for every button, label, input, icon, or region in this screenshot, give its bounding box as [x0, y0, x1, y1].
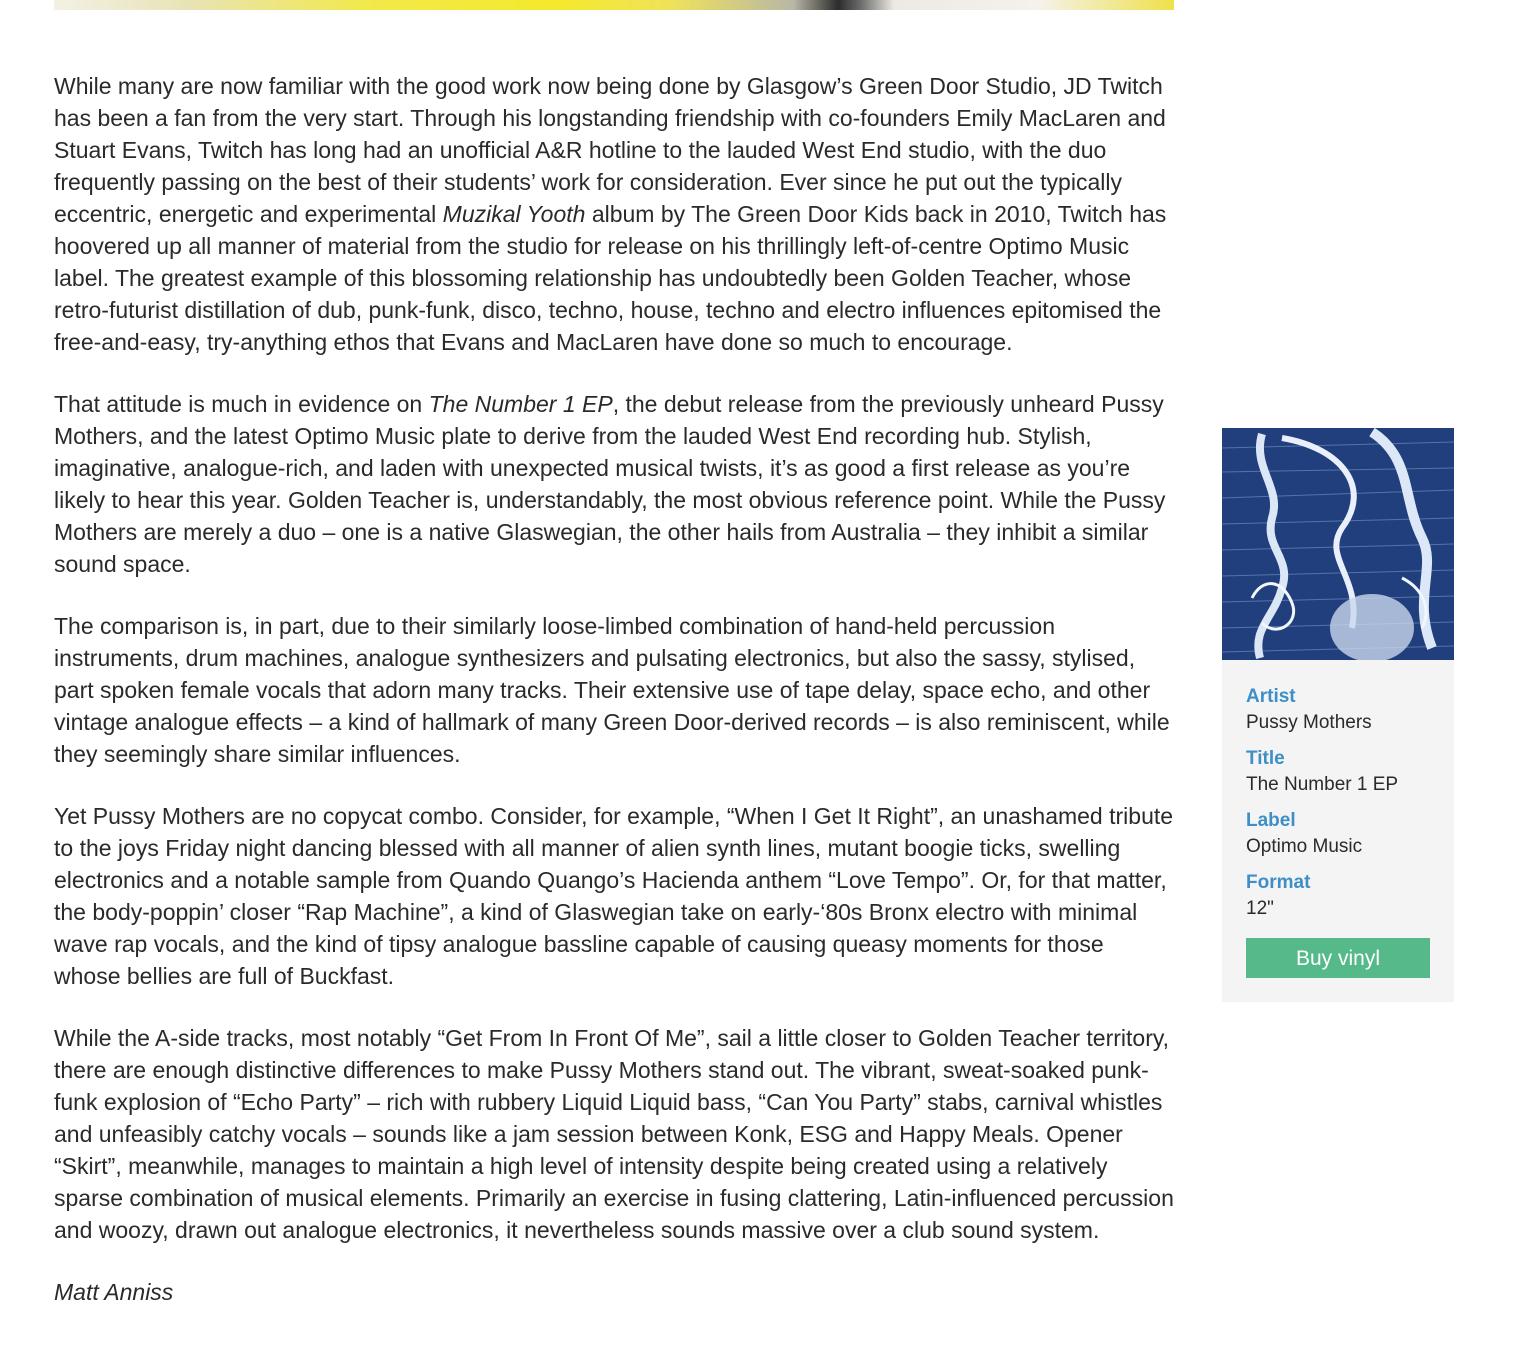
title-value: The Number 1 EP	[1246, 774, 1399, 795]
album-cover-image[interactable]	[1222, 428, 1454, 660]
title-label: Title	[1246, 748, 1285, 769]
release-meta	[1222, 660, 1454, 1002]
format-label: Format	[1246, 872, 1311, 893]
format-value: 12"	[1246, 898, 1274, 919]
album-title-muzikal-yooth: Muzikal Yooth	[442, 201, 586, 227]
record-label-value: Optimo Music	[1246, 836, 1363, 857]
artist-value: Pussy Mothers	[1246, 712, 1372, 733]
hero-image-strip	[54, 0, 1174, 10]
artist-label: Artist	[1246, 686, 1296, 707]
paragraph-1: While many are now familiar with the good work now being done by Glasgow’s Green Door Studio, JD Twitch has been a fan from the very start. Through his longstanding friendship with co-founders Emily MacLaren and Stuart Evans, Twitch has long had an unofficial A&R hotline to the lauded West End studio, with the duo frequently passing on the best of their students’ work for consideration. Ever since he put out the typically eccentric, energetic and experimental Muzikal Yooth album by The Green Door Kids back in 2010, Twitch has hoovered up all manner of material from the studio for release on his thrillingly left-of-centre Optimo Music label. The greatest example of this blossoming relationship has undoubtedly been Golden Teacher, whose retro-futurist distillation of dub, punk-funk, disco, techno, house, techno and electro influences epitomised the free-and-easy, try-anything ethos that Evans and MacLaren have done so much to encourage.	[54, 73, 1167, 355]
buy-vinyl-button[interactable]: Buy vinyl	[1246, 938, 1430, 978]
release-title-italic: The Number 1 EP	[428, 391, 613, 417]
paragraph-4: Yet Pussy Mothers are no copycat combo. Consider, for example, “When I Get It Right”, an unashamed tribute to the joys Friday night dancing blessed with all manner of alien synth lines, mutant boogie ticks, swelling electronics and a notable sample from Quando Quango’s Hacienda anthem “Love Tempo”. Or, for that matter, the body-poppin’ closer “Rap Machine”, a kind of Glaswegian take on early-‘80s Bronx electro with minimal wave rap vocals, and the kind of tipsy analogue bassline capable of causing queasy moments for those whose bellies are full of Buckfast.	[54, 803, 1174, 989]
record-label-label: Label	[1246, 810, 1296, 831]
paragraph-5: While the A-side tracks, most notably “Get From In Front Of Me”, sail a little closer to Golden Teacher territory, there are enough distinctive differences to make Pussy Mothers stand out. The vibrant, sweat-soaked punk-funk explosion of “Echo Party” – rich with rubbery Liquid Liquid bass, “Can You Party” stabs, carnival whistles and unfeasibly catchy vocals – sounds like a jam session between Konk, ESG and Happy Meals. Opener “Skirt”, meanwhile, manages to maintain a high level of intensity despite being created using a relatively sparse combination of musical elements. Primarily an exercise in fusing clattering, Latin-influenced percussion and woozy, drawn out analogue electronics, it nevertheless sounds massive over a club sound system.	[54, 1025, 1174, 1243]
release-info-panel	[1222, 428, 1454, 1002]
review-article	[54, 70, 1176, 1308]
author-byline: Matt Anniss	[54, 1279, 174, 1305]
paragraph-3: The comparison is, in part, due to their similarly loose-limbed combination of hand-held percussion instruments, drum machines, analogue synthesizers and pulsating electronics, but also the sassy, stylised, part spoken female vocals that adorn many tracks. Their extensive use of tape delay, space echo, and other vintage analogue effects – a kind of hallmark of many Green Door-derived records – is also reminiscent, while they seemingly share similar influences.	[54, 613, 1170, 767]
paragraph-2: That attitude is much in evidence on The Number 1 EP, the debut release from the previously unheard Pussy Mothers, and the latest Optimo Music plate to derive from the lauded West End recording hub. Stylish, imaginative, analogue-rich, and laden with unexpected musical twists, it’s as good a first release as you’re likely to hear this year. Golden Teacher is, understandably, the most obvious reference point. While the Pussy Mothers are merely a duo – one is a native Glaswegian, the other hails from Australia – they inhibit a similar sound space.	[54, 391, 1166, 577]
